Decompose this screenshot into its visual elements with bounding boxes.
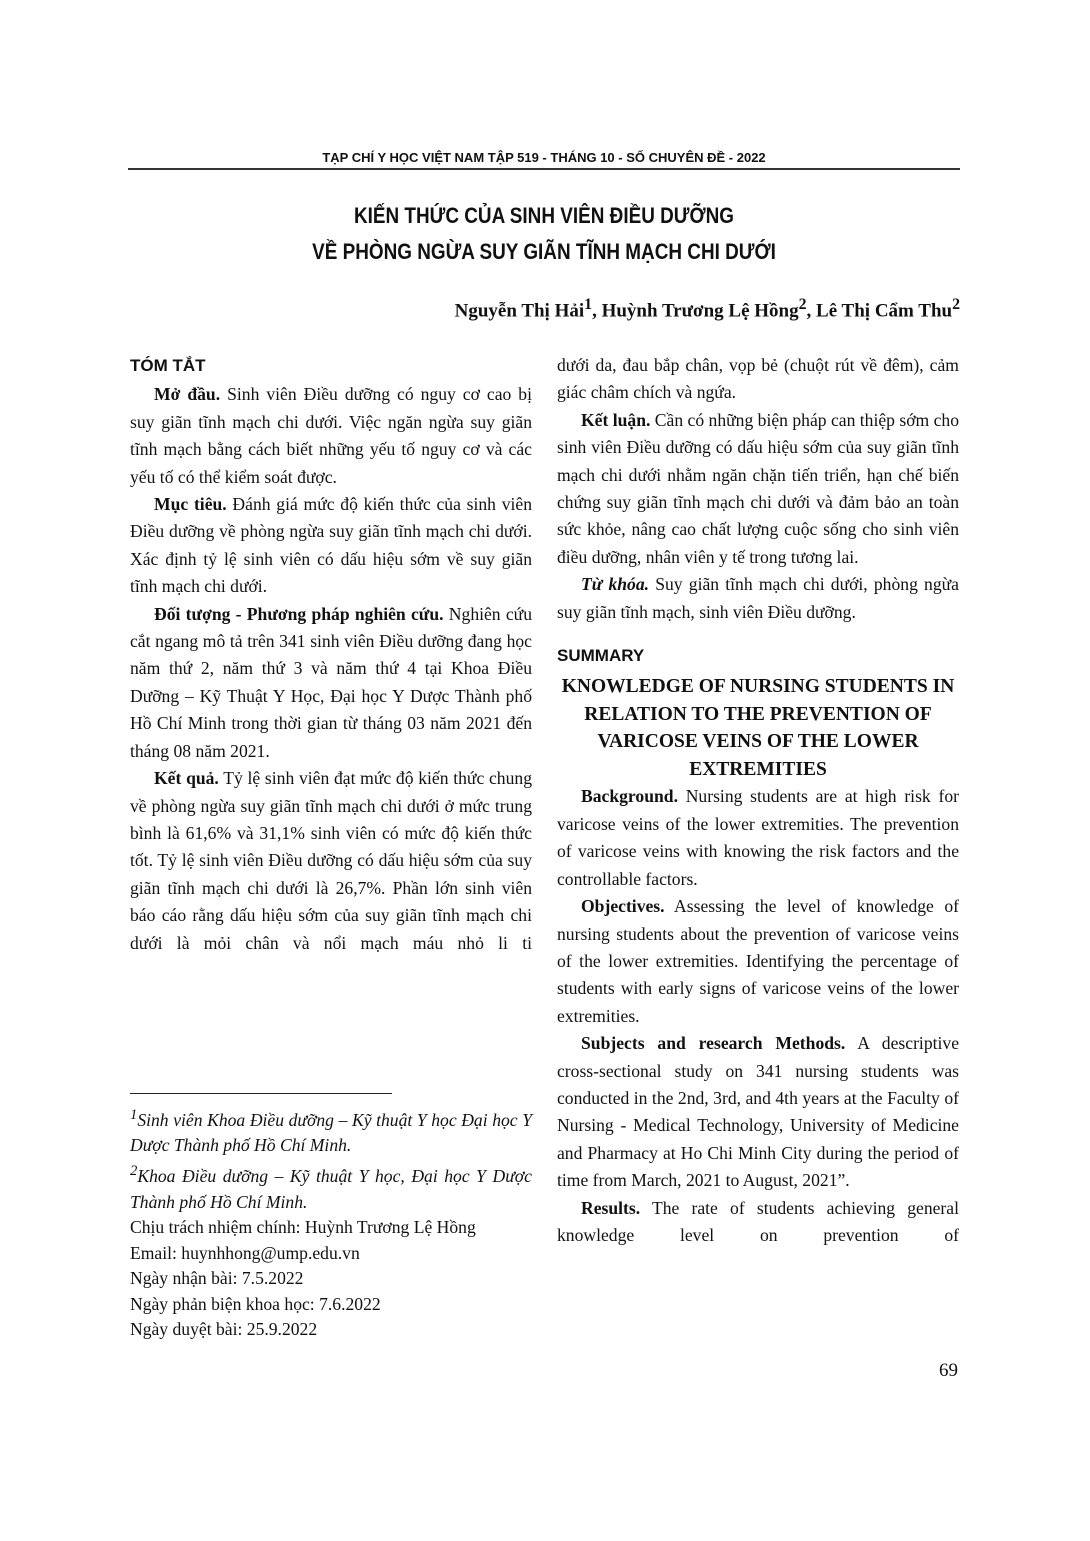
affiliation-1 [130,1103,532,1159]
summary-paragraph [557,893,959,1030]
running-header: TẠP CHÍ Y HỌC VIỆT NAM TẬP 519 - THÁNG 10 - SỐ CHUYÊN ĐỀ - 2022 [322,150,766,165]
abstract-paragraph [130,491,532,601]
para-label: Từ khóa. [581,574,650,595]
article-title [186,198,902,270]
right-column [557,352,959,1249]
affiliation-2 [130,1159,532,1215]
title-line: VỀ PHÒNG NGỪA SUY GIÃN TĨNH MẠCH CHI DƯỚI [312,239,776,264]
author-name: Huỳnh Trương Lệ Hồng [601,300,799,322]
author-name: Nguyễn Thị Hải [454,300,585,322]
header-rule [128,168,960,170]
summary-paragraph [557,783,959,893]
authors: Nguyễn Thị Hải$^1$, Huỳnh Trương Lệ Hồng$^2$, Lê Thị Cẩm Thu$^2$ [454,296,960,322]
abstract-paragraph [130,381,532,491]
footnote-sup: 1 [130,1107,138,1123]
para-text: dưới da, đau bắp chân, vọp bẻ (chuột rút về đêm), cảm giác châm chích và ngứa. [557,355,959,403]
summary-paragraph [557,1030,959,1194]
para-label: Đối tượng - Phương pháp nghiên cứu. [154,603,444,624]
abstract-paragraph [130,601,532,765]
para-label: Subjects and research Methods. [581,1033,846,1054]
author-name: Lê Thị Cẩm Thu [816,300,953,322]
footnote-sup: 2 [130,1163,138,1180]
para-text: Đánh giá mức độ kiến thức của sinh viên Điều dưỡng về phòng ngừa suy giãn tĩnh mạch chi dưới. Xác định tỷ lệ sinh viên có dấu hiệu sớm về suy giãn tĩnh mạch chi dưới. [130,494,532,597]
para-text: Assessing the level of knowledge of nursing students about the prevention of varicose veins of the lower extremities. Identifying the percentage of students with early signs of varicose veins of the lower extremities. [557,896,959,1026]
para-text: Cần có những biện pháp can thiệp sớm cho sinh viên Điều dưỡng có dấu hiệu sớm của suy giãn tĩnh mạch chi dưới nhằm ngăn chặn tiến triển, hạn chế biến chứng suy giãn tĩnh mạch chi dưới và đảm bảo an toàn sức khỏe, nâng cao chất lượng cuộc sống cho sinh viên điều dưỡng, nhân viên y tế trong tương lai. [557,409,959,567]
para-label: Background. [581,786,678,807]
abstract-paragraph [130,765,532,957]
footnote-text: Sinh viên Khoa Điều dưỡng – Kỹ thuật Y học Đại học Y Dược Thành phố Hồ Chí Minh. [130,1109,532,1156]
abstract-paragraph [557,407,959,571]
para-label: Mục tiêu. [154,494,227,515]
para-text: A descriptive cross-sectional study on 341 nursing students was conducted in the 2nd, 3rd, and 4th years at the Faculty of Nursing - Medical Technology, University of Medicine and Pharmacy at Ho Chi Minh City during the period of time from March, 2021 to August, 2021”. [557,1033,959,1191]
author-sup: 1 [584,296,593,313]
accepted-date: Ngày duyệt bài: 25.9.2022 [130,1319,318,1340]
author-sup: 2 [798,296,807,313]
abstract-paragraph [557,352,959,407]
abstract-heading: TÓM TẮT [130,356,206,375]
received-date: Ngày nhận bài: 7.5.2022 [130,1268,304,1289]
para-text: Nghiên cứu cắt ngang mô tả trên 341 sinh viên Điều dưỡng đang học năm thứ 2, năm thứ 3 và năm thứ 4 tại Khoa Điều Dưỡng – Kỹ Thuật Y Học, Đại học Y Dược Thành phố Hồ Chí Minh trong thời gian từ tháng 03 năm 2021 đến tháng 08 năm 2021. [130,603,533,761]
para-text: The rate of students achieving general knowledge level on prevention of [557,1197,959,1245]
para-label: Kết luận. [581,409,651,430]
author-sup: 2 [952,296,960,313]
para-text: Sinh viên Điều dưỡng có nguy cơ cao bị suy giãn tĩnh mạch chi dưới. Việc ngăn ngừa suy giãn tĩnh mạch bằng cách biết những yếu tố nguy cơ và các yếu tố có thể kiểm soát được. [130,384,532,487]
left-column [130,350,532,957]
keywords [557,571,959,626]
para-label: Mở đầu. [154,384,221,405]
para-text: Nursing students are at high risk for varicose veins of the lower extremities. The prevention of varicose veins with knowing the risk factors and the controllable factors. [557,786,959,889]
footnote-rule [130,1093,392,1094]
footnotes [130,1103,532,1343]
email[interactable]: Email: huynhhong@ump.edu.vn [130,1242,360,1263]
summary-paragraph [557,1195,959,1250]
summary-heading: SUMMARY [557,646,645,666]
footnote-text: Khoa Điều dưỡng – Kỹ thuật Y học, Đại học Y Dược Thành phố Hồ Chí Minh. [130,1165,532,1212]
page-number: 69 [939,1360,958,1381]
para-label: Objectives. [581,896,665,917]
review-date: Ngày phản biện khoa học: 7.6.2022 [130,1293,381,1314]
para-label: Kết quả. [154,768,219,789]
para-label: Results. [581,1197,641,1218]
summary-title: KNOWLEDGE OF NURSING STUDENTS IN RELATION TO THE PREVENTION OF VARICOSE VEINS OF THE LOWER EXTREMITIES [561,676,955,780]
title-line: KIẾN THỨC CỦA SINH VIÊN ĐIỀU DƯỠNG [353,203,735,228]
para-text: Suy giãn tĩnh mạch chi dưới, phòng ngừa suy giãn tĩnh mạch, sinh viên Điều dưỡng. [557,574,959,622]
para-text: Tỷ lệ sinh viên đạt mức độ kiến thức chung về phòng ngừa suy giãn tĩnh mạch chi dưới ở mức trung bình là 61,6% và 31,1% sinh viên có mức độ kiến thức tốt. Tỷ lệ sinh viên Điều dưỡng có dấu hiệu sớm của suy giãn tĩnh mạch chi dưới là 26,7%. Phần lớn sinh viên báo cáo rằng dấu hiệu sớm của suy giãn tĩnh mạch chi dưới là mỏi chân và nổi mạch máu nhỏ li ti [130,768,532,953]
corresponding-author: Chịu trách nhiệm chính: Huỳnh Trương Lệ Hồng [130,1217,476,1238]
